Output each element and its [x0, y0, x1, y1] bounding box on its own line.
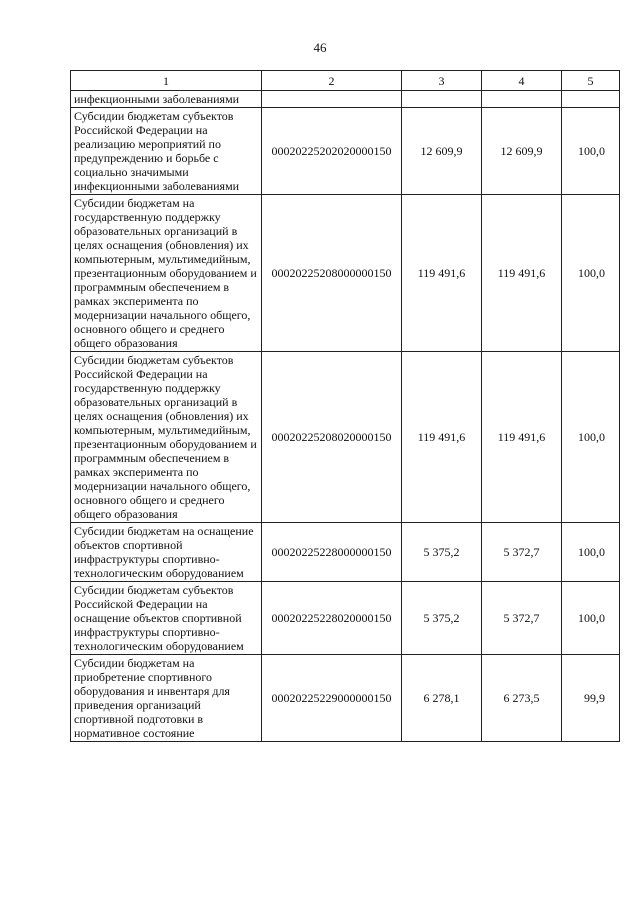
row-code-cell: 00020225228020000150	[262, 582, 402, 655]
row-code-cell: 00020225228000000150	[262, 523, 402, 582]
table-row	[71, 655, 620, 742]
table-row	[71, 91, 620, 108]
row-code-cell: 00020225208020000150	[262, 352, 402, 523]
budget-table	[70, 70, 620, 742]
row-percent-cell: 100,0	[562, 195, 620, 352]
column-header-2: 2	[262, 71, 402, 91]
row-fact-cell: 119 491,6	[482, 195, 562, 352]
row-fact-cell	[482, 91, 562, 108]
row-name-cell: Субсидии бюджетам субъектов Российской Федерации на реализацию мероприятий по предупреждению и борьбе с социально значимыми инфекционными заболеваниями	[71, 108, 262, 195]
row-percent-cell: 100,0	[562, 582, 620, 655]
row-fact-cell: 5 372,7	[482, 582, 562, 655]
row-plan-cell: 5 375,2	[402, 523, 482, 582]
table-row	[71, 352, 620, 523]
row-fact-cell: 6 273,5	[482, 655, 562, 742]
row-name-cell: инфекционными заболеваниями	[71, 91, 262, 108]
row-plan-cell: 119 491,6	[402, 352, 482, 523]
row-code-cell	[262, 91, 402, 108]
row-plan-cell: 12 609,9	[402, 108, 482, 195]
row-code-cell: 00020225208000000150	[262, 195, 402, 352]
row-percent-cell: 100,0	[562, 352, 620, 523]
row-code-cell: 00020225202020000150	[262, 108, 402, 195]
row-name-cell: Субсидии бюджетам субъектов Российской Федерации на оснащение объектов спортивной инфраструктуры спортивно-технологическим оборудованием	[71, 582, 262, 655]
row-percent-cell: 100,0	[562, 523, 620, 582]
column-header-5: 5	[562, 71, 620, 91]
row-name-cell: Субсидии бюджетам на приобретение спортивного оборудования и инвентаря для приведения организаций спортивной подготовки в нормативное состояние	[71, 655, 262, 742]
table-row	[71, 195, 620, 352]
column-header-4: 4	[482, 71, 562, 91]
table-row	[71, 582, 620, 655]
row-percent-cell	[562, 91, 620, 108]
row-plan-cell: 119 491,6	[402, 195, 482, 352]
column-header-1: 1	[71, 71, 262, 91]
header-row	[71, 71, 620, 91]
row-fact-cell: 119 491,6	[482, 352, 562, 523]
row-name-cell: Субсидии бюджетам на государственную поддержку образовательных организаций в целях оснащения (обновления) их компьютерным, мультимедийным, презентационным оборудованием и программным обеспечением в рамках эксперимента по модернизации начального общего, основного общего и среднего общего образования	[71, 195, 262, 352]
row-plan-cell: 5 375,2	[402, 582, 482, 655]
row-percent-cell: 99,9	[562, 655, 620, 742]
page-number: 46	[313, 40, 327, 55]
row-fact-cell: 12 609,9	[482, 108, 562, 195]
column-header-3: 3	[402, 71, 482, 91]
table-row	[71, 108, 620, 195]
row-name-cell: Субсидии бюджетам субъектов Российской Федерации на государственную поддержку образовательных организаций в целях оснащения (обновления) их компьютерным, мультимедийным, презентационным оборудованием и программным обеспечением в рамках эксперимента по модернизации начального общего, основного общего и среднего общего образования	[71, 352, 262, 523]
row-name-cell: Субсидии бюджетам на оснащение объектов спортивной инфраструктуры спортивно-технологическим оборудованием	[71, 523, 262, 582]
row-plan-cell	[402, 91, 482, 108]
row-plan-cell: 6 278,1	[402, 655, 482, 742]
row-fact-cell: 5 372,7	[482, 523, 562, 582]
row-code-cell: 00020225229000000150	[262, 655, 402, 742]
row-percent-cell: 100,0	[562, 108, 620, 195]
table-row	[71, 523, 620, 582]
